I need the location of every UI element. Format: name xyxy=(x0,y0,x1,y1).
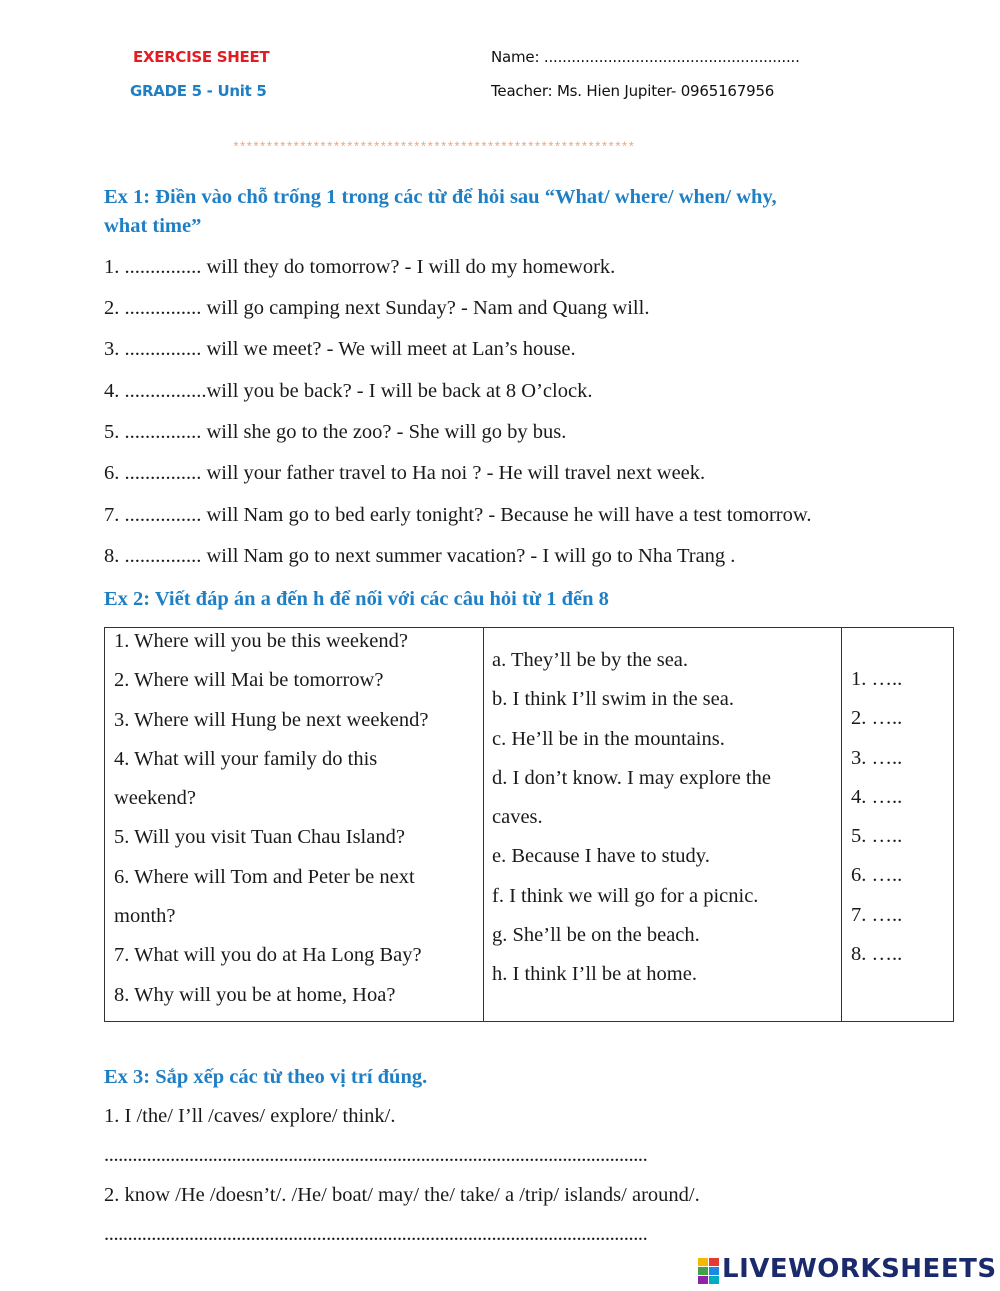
answer-line: f. I think we will go for a picnic. xyxy=(492,884,759,907)
ex3-title: Ex 3: Sắp xếp các từ theo vị trí đúng. xyxy=(104,1066,428,1088)
answer-slots-column xyxy=(842,628,954,1022)
ex1-item: 5. ............... will she go to the zoo? - She will go by bus. xyxy=(104,421,567,443)
liveworksheets-logo-text: LIVEWORKSHEETS xyxy=(722,1254,997,1284)
star-divider: ************************************************************ xyxy=(232,140,635,155)
teacher-info: Teacher: Ms. Hien Jupiter- 0965167956 xyxy=(491,82,775,100)
liveworksheets-logo-icon xyxy=(698,1258,720,1284)
questions-column xyxy=(105,628,484,1022)
answer-line: c. He’ll be in the mountains. xyxy=(492,727,725,750)
ex1-item: 1. ............... will they do tomorrow? - I will do my homework. xyxy=(104,256,616,278)
question-line: 8. Why will you be at home, Hoa? xyxy=(114,983,396,1006)
answer-line: d. I don’t know. I may explore the xyxy=(492,766,771,789)
question-line: 5. Will you visit Tuan Chau Island? xyxy=(114,826,405,849)
question-line: 1. Where will you be this weekend? xyxy=(114,630,408,652)
answer-slot[interactable]: 4. ….. xyxy=(851,785,903,808)
answer-slot[interactable]: 2. ….. xyxy=(851,707,903,730)
answer-slot[interactable]: 6. ….. xyxy=(851,864,903,887)
answer-line: a. They’ll be by the sea. xyxy=(492,649,689,671)
ex1-title xyxy=(104,183,777,241)
answer-slot[interactable]: 5. ….. xyxy=(851,825,903,848)
ex1-item: 4. ................will you be back? - I will be back at 8 O’clock. xyxy=(104,380,593,402)
answer-slot[interactable]: 3. ….. xyxy=(851,746,903,769)
answer-slot[interactable]: 1. ….. xyxy=(851,668,903,690)
ex1-item: 7. ............... will Nam go to bed early tonight? - Because he will have a test tomorrow. xyxy=(104,504,812,526)
question-line: 4. What will your family do this xyxy=(114,747,378,770)
ex3-answer-line[interactable]: ................................................................................................................... xyxy=(104,1223,648,1245)
ex1-title-line1: Ex 1: Điền vào chỗ trống 1 trong các từ để hỏi sau “What/ where/ when/ why, xyxy=(104,186,777,208)
name-field-label: Name: ........................................................ xyxy=(491,48,800,66)
answer-slot[interactable]: 7. ….. xyxy=(851,903,903,926)
ex1-item: 2. ............... will go camping next Sunday? - Nam and Quang will. xyxy=(104,297,650,319)
liveworksheets-logo xyxy=(698,1254,997,1287)
question-line: 7. What will you do at Ha Long Bay? xyxy=(114,944,422,967)
ex1-item: 8. ............... will Nam go to next summer vacation? - I will go to Nha Trang . xyxy=(104,545,736,567)
question-line: 6. Where will Tom and Peter be next xyxy=(114,865,415,888)
answer-slot[interactable]: 8. ….. xyxy=(851,943,903,966)
answer-line: g. She’ll be on the beach. xyxy=(492,924,700,947)
ex3-prompt: 1. I /the/ I’ll /caves/ explore/ think/. xyxy=(104,1105,396,1127)
question-line: month? xyxy=(114,905,176,928)
ex3-answer-line[interactable]: ................................................................................................................... xyxy=(104,1144,648,1166)
answer-line: caves. xyxy=(492,806,543,829)
question-line: 3. Where will Hung be next weekend? xyxy=(114,708,429,731)
ex3-prompt: 2. know /He /doesn’t/. /He/ boat/ may/ the/ take/ a /trip/ islands/ around/. xyxy=(104,1184,700,1206)
ex1-item: 3. ............... will we meet? - We will meet at Lan’s house. xyxy=(104,338,576,360)
matching-table xyxy=(104,627,954,1022)
ex1-item: 6. ............... will your father travel to Ha noi ? - He will travel next week. xyxy=(104,462,706,484)
answers-column xyxy=(484,628,842,1022)
ex2-title: Ex 2: Viết đáp án a đến h để nối với các câu hỏi từ 1 đến 8 xyxy=(104,588,609,610)
sheet-title: EXERCISE SHEET xyxy=(133,48,270,66)
answer-line: h. I think I’ll be at home. xyxy=(492,963,697,986)
question-line: 2. Where will Mai be tomorrow? xyxy=(114,669,384,692)
ex1-title-line2: what time” xyxy=(104,215,202,237)
grade-label: GRADE 5 - Unit 5 xyxy=(130,82,267,100)
question-line: weekend? xyxy=(114,787,196,810)
answer-line: b. I think I’ll swim in the sea. xyxy=(492,688,734,711)
answer-line: e. Because I have to study. xyxy=(492,845,710,868)
